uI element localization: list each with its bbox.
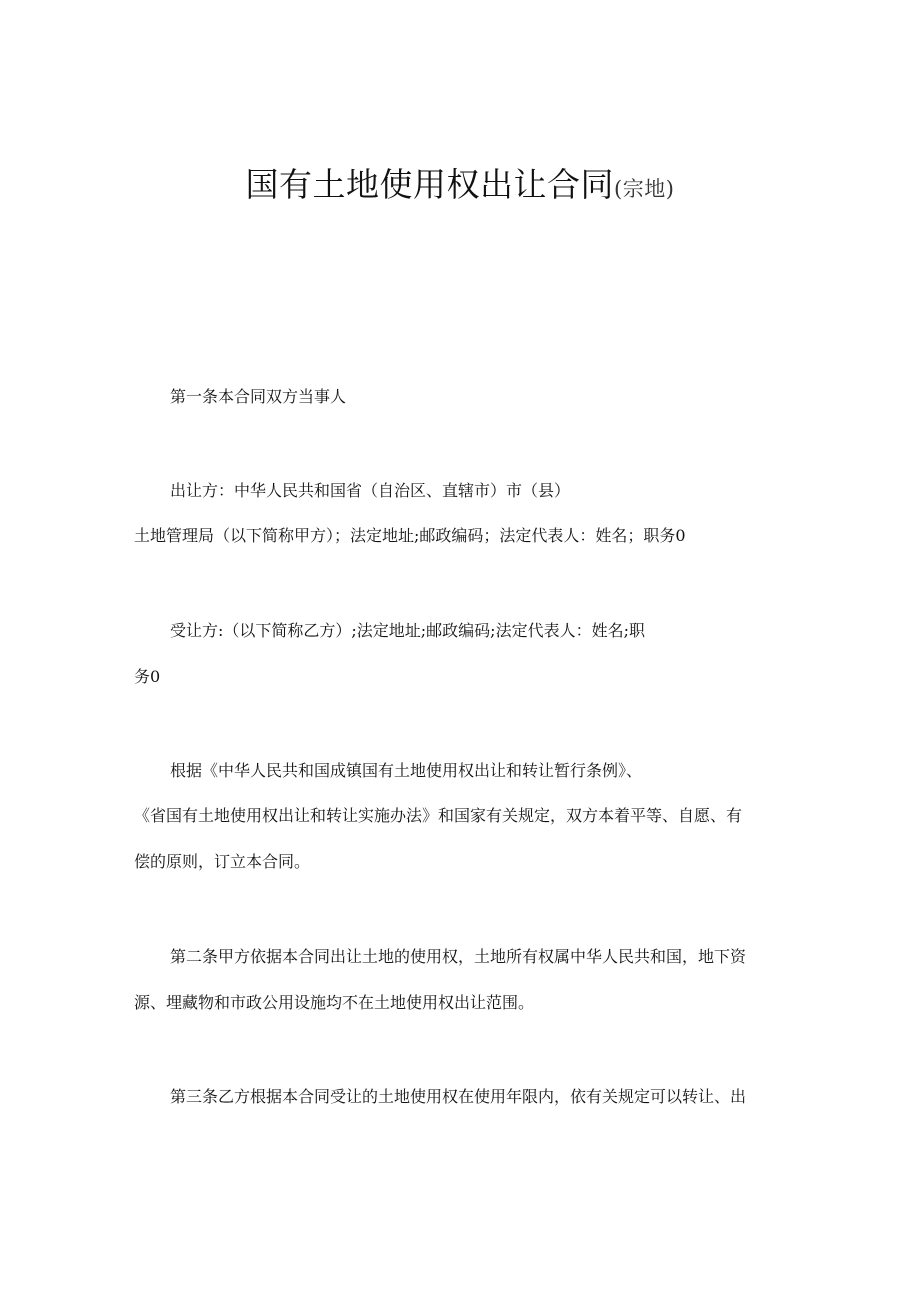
article-2-line-2: 源、埋藏物和市政公用设施均不在土地使用权出让范围。 (134, 993, 535, 1012)
page-title (0, 163, 920, 211)
grantor-line-1: 出让方：中华人民共和国省（自治区、直辖市）市（县） (170, 481, 571, 500)
article-2-line-1: 第二条甲方依据本合同出让土地的使用权，土地所有权属中华人民共和国，地下资 (170, 947, 747, 966)
article-1-heading: 第一条本合同双方当事人 (170, 387, 347, 406)
basis-line-3: 偿的原则，订立本合同。 (134, 852, 311, 871)
grantee-line-2: 务0 (134, 667, 161, 686)
basis-line-1: 根据《中华人民共和国成镇国有土地使用权出让和转让暂行条例》、 (170, 761, 643, 780)
grantor-line-2: 土地管理局（以下简称甲方）；法定地址;邮政编码；法定代表人：姓名；职务0 (134, 526, 686, 545)
basis-line-2: 《省国有土地使用权出让和转让实施办法》和国家有关规定，双方本着平等、自愿、有 (134, 806, 743, 825)
article-3-line-1: 第三条乙方根据本合同受让的土地使用权在使用年限内，依有关规定可以转让、出 (170, 1087, 747, 1106)
title-main: 国有土地使用权出让合同 (245, 165, 615, 204)
title-subtitle: (宗地) (614, 177, 675, 201)
grantee-line-1: 受让方:（以下简称乙方）;法定地址;邮政编码;法定代表人：姓名;职 (170, 621, 645, 640)
